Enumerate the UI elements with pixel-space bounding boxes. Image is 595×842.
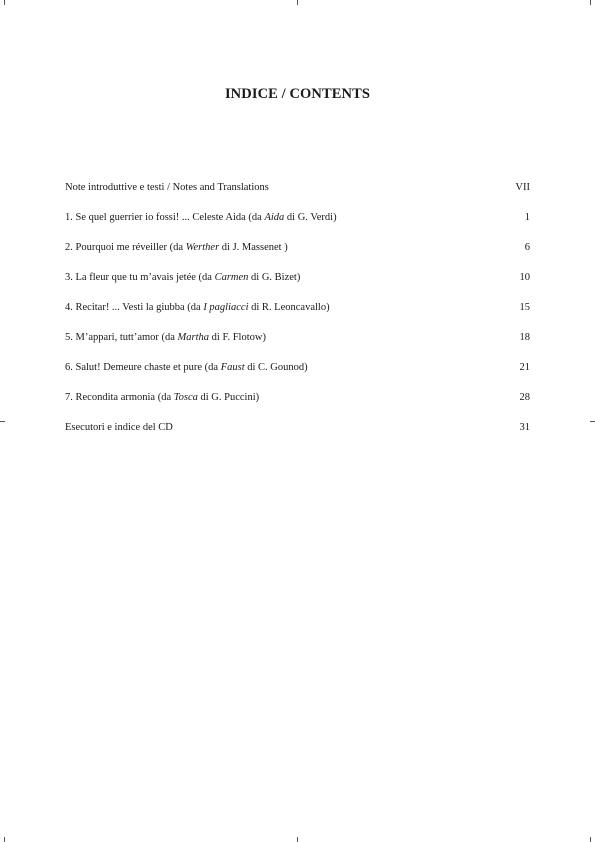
page-title: INDICE / CONTENTS <box>224 86 371 102</box>
toc-entry-title: Esecutori e indice del CD <box>65 422 173 433</box>
toc-entry-page: 31 <box>519 422 530 433</box>
crop-mark-top-center <box>297 0 298 5</box>
toc-entry-page: 21 <box>519 362 530 373</box>
toc-entry-page: VII <box>515 182 530 193</box>
crop-mark-bottom-left <box>4 837 5 842</box>
toc-entry <box>65 240 530 256</box>
toc-entry <box>65 420 530 436</box>
toc-entry-title: 7. Recondita armonia (da Tosca di G. Puccini) <box>65 392 260 403</box>
toc-entry-page: 28 <box>519 392 530 403</box>
crop-mark-mid-right <box>590 421 595 422</box>
toc-entry <box>65 180 530 196</box>
toc-entry-page: 10 <box>519 272 530 283</box>
toc-entry <box>65 270 530 286</box>
crop-mark-top-right <box>590 0 591 5</box>
toc-entry-page: 6 <box>524 242 530 253</box>
toc-entry-title: 5. M’appari, tutt’amor (da Martha di F. Flotow) <box>65 332 266 343</box>
toc-entry <box>65 360 530 376</box>
toc-entry-title: 1. Se quel guerrier io fossi! ... Celeste Aida (da Aida di G. Verdi) <box>65 212 337 223</box>
toc-entry-page: 15 <box>519 302 530 313</box>
toc-entry <box>65 300 530 316</box>
toc-entry-page: 18 <box>519 332 530 343</box>
toc-entry-page: 1 <box>524 212 530 223</box>
toc-entry <box>65 210 530 226</box>
toc-entry <box>65 330 530 346</box>
toc-entry-title: Note introduttive e testi / Notes and Translations <box>65 182 269 193</box>
crop-mark-top-left <box>4 0 5 5</box>
crop-mark-bottom-center <box>297 837 298 842</box>
toc-entry-title: 4. Recitar! ... Vesti la giubba (da I pagliacci di R. Leoncavallo) <box>65 302 330 313</box>
crop-mark-mid-left <box>0 421 5 422</box>
toc-entry <box>65 390 530 406</box>
toc-entry-title: 2. Pourquoi me réveiller (da Werther di J. Massenet ) <box>65 242 288 253</box>
toc-entry-title: 3. La fleur que tu m’avais jetée (da Carmen di G. Bizet) <box>65 272 301 283</box>
crop-mark-bottom-right <box>590 837 591 842</box>
toc-entry-title: 6. Salut! Demeure chaste et pure (da Faust di C. Gounod) <box>65 362 308 373</box>
